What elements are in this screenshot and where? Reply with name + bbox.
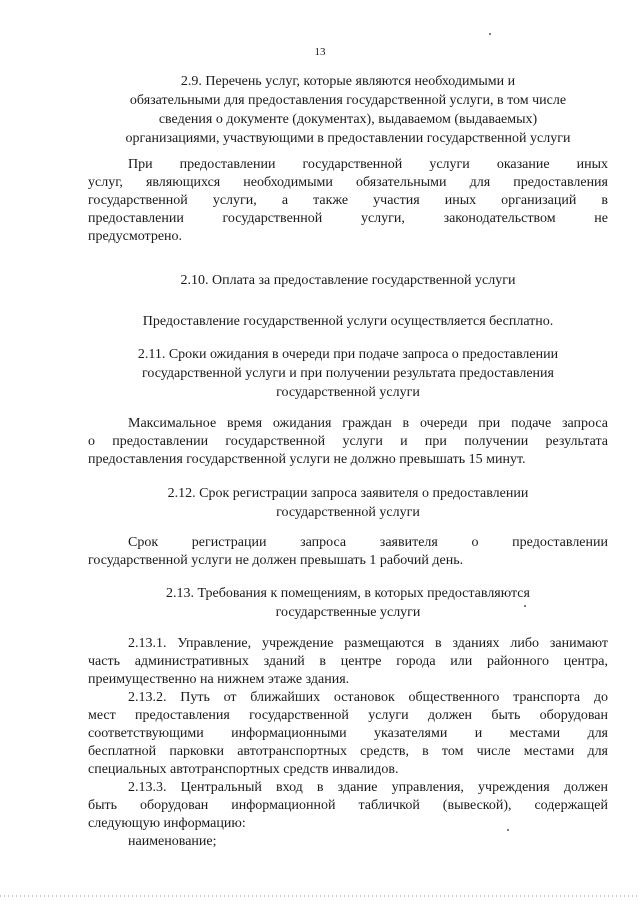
body-line: преимущественно на нижнем этаже здания. xyxy=(88,672,350,687)
heading-line: государственной услуги и при получении результата предоставления xyxy=(142,366,554,381)
body-line: государственной услуги не должен превышать 1 рабочий день. xyxy=(88,553,464,568)
section-2-13-1 xyxy=(88,635,608,689)
body-line: быть оборудован информационной табличкой (вывеской), содержащей xyxy=(88,798,608,813)
body-line: При предоставлении государственной услуги оказание иных xyxy=(128,157,608,172)
body-line: 2.13.2. Путь от ближайших остановок общественного транспорта до xyxy=(128,690,608,705)
body-line: предусмотрено. xyxy=(88,229,183,244)
heading-line: сведения о документе (документах), выдаваемом (выдаваемых) xyxy=(158,112,538,127)
list-item xyxy=(88,833,608,851)
scan-speck xyxy=(524,605,526,607)
section-2-11-heading xyxy=(88,345,608,402)
heading-line: 2.9. Перечень услуг, которые являются необходимыми и xyxy=(180,74,516,89)
heading-line: 2.13. Требования к помещениям, в которых предоставляются xyxy=(166,586,530,601)
section-2-9-body xyxy=(88,156,608,246)
heading-line: государственной услуги xyxy=(276,505,420,520)
heading-line: обязательными для предоставления государственной услуги, в том числе xyxy=(129,93,567,108)
body-line: часть административных зданий в центре города или районного центра, xyxy=(88,654,608,669)
scan-edge-artifact xyxy=(0,893,640,899)
body-line: бесплатной парковки автотранспортных средств, в том числе местами для xyxy=(88,744,608,759)
section-2-13-3 xyxy=(88,779,608,833)
body-line: наименование; xyxy=(128,834,217,849)
heading-line: организациями, участвующими в предоставлении государственной услуги xyxy=(125,131,571,146)
heading-line: 2.12. Срок регистрации запроса заявителя о предоставлении xyxy=(167,486,529,501)
body-line: специальных автотранспортных средств инвалидов. xyxy=(88,762,399,777)
section-2-12-heading xyxy=(88,484,608,522)
section-2-9-heading xyxy=(88,72,608,148)
body-line: мест предоставления государственной услуги должен быть оборудован xyxy=(88,708,608,723)
body-line: Срок регистрации запроса заявителя о предоставлении xyxy=(128,535,608,550)
section-2-10-body: Предоставление государственной услуги осуществляется бесплатно. xyxy=(142,314,554,329)
body-line: 2.13.3. Центральный вход в здание управления, учреждения должен xyxy=(128,780,608,795)
section-2-13-2 xyxy=(88,689,608,779)
scan-speck xyxy=(507,829,509,831)
section-2-11-body xyxy=(88,415,608,469)
section-2-13-heading xyxy=(88,584,608,622)
body-line: соответствующими информационными указателями и местами для xyxy=(88,726,608,741)
body-line: о предоставлении государственной услуги и при получении результата xyxy=(88,434,608,449)
body-line: предоставлении государственной услуги, законодательством не xyxy=(88,211,608,226)
body-line: государственной услуги, а также участия иных организаций в xyxy=(88,193,608,208)
section-2-12-body xyxy=(88,534,608,570)
section-2-10-heading: 2.10. Оплата за предоставление государственной услуги xyxy=(180,273,516,288)
heading-line: государственной услуги xyxy=(276,385,420,400)
page-number: 13 xyxy=(314,46,326,58)
body-line: Максимальное время ожидания граждан в очереди при подаче запроса xyxy=(128,416,608,431)
body-line: предоставления государственной услуги не должно превышать 15 минут. xyxy=(88,452,526,467)
body-line: следующую информацию: xyxy=(88,816,246,831)
body-line: услуг, являющихся необходимыми обязательными для предоставления xyxy=(88,175,608,190)
body-line: 2.13.1. Управление, учреждение размещаются в зданиях либо занимают xyxy=(128,636,608,651)
heading-line: 2.11. Сроки ожидания в очереди при подаче запроса о предоставлении xyxy=(137,347,559,362)
heading-line: государственные услуги xyxy=(275,605,421,620)
scan-speck xyxy=(489,33,491,35)
